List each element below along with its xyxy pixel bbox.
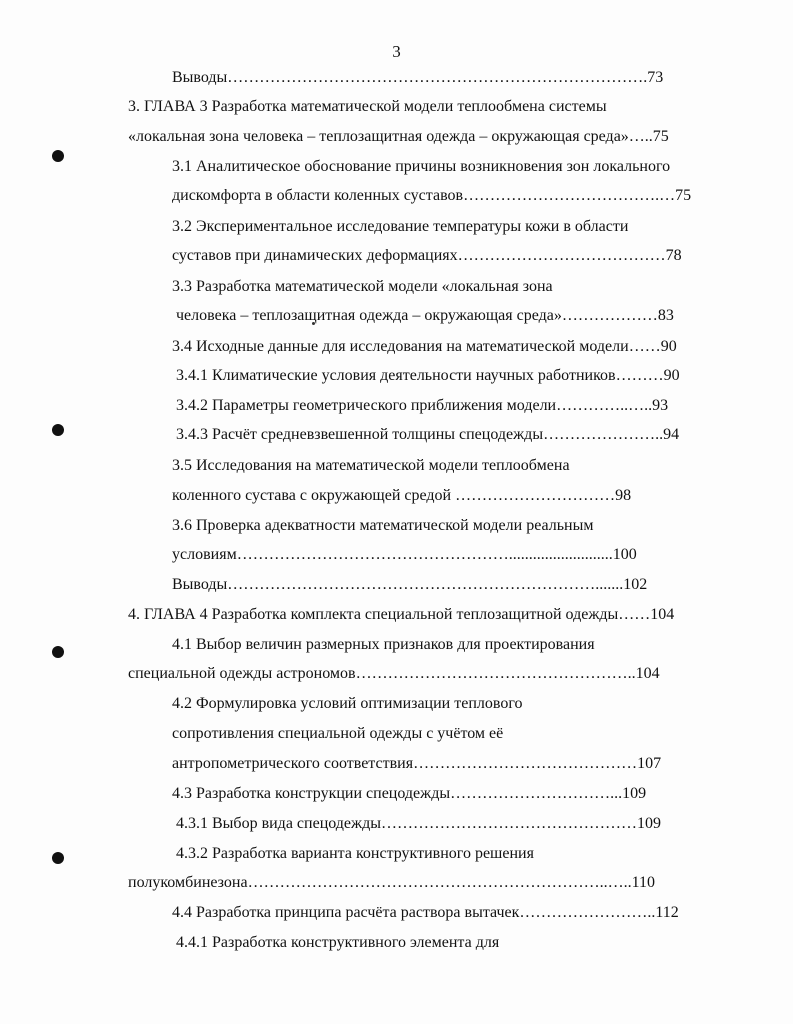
toc-line: антропометрического соответствия……………………………………107 [172, 755, 662, 772]
toc-line: 3.5 Исследования на математической модели теплообмена [172, 457, 570, 474]
toc-line: 3.4.2 Параметры геометрического приближения модели…………..…..93 [176, 397, 669, 414]
toc-line: 3.4 Исходные данные для исследования на математической модели……90 [172, 338, 677, 355]
page-number: 3 [392, 42, 401, 61]
toc-line: коленного сустава с окружающей средой …………………………98 [172, 487, 632, 504]
toc-line: 3.3 Разработка математической модели «локальная зона [172, 278, 553, 295]
toc-line: условиям……………………………………………..........................100 [172, 546, 637, 563]
toc-line: 3.4.3 Расчёт средневзвешенной толщины спецодежды…………………..94 [176, 426, 680, 443]
toc-line: 3.6 Проверка адекватности математической модели реальным [172, 517, 594, 534]
toc-line: полукомбинезона…………………………………………………………..…..110 [128, 874, 655, 891]
toc-line: специальной одежды астрономов……………………………………………..104 [128, 665, 660, 682]
toc-line: 3. ГЛАВА 3 Разработка математической модели теплообмена системы [128, 98, 607, 115]
toc-line: 3.4.1 Климатические условия деятельности научных работников………90 [176, 367, 680, 384]
toc-line: сопротивления специальной одежды с учётом её [172, 725, 504, 742]
binder-hole [52, 646, 64, 658]
toc-line: человека – теплозащитная одежда – окружающая среда»………………83 [176, 307, 674, 324]
toc-line: 4.3 Разработка конструкции спецодежды…………………………...109 [172, 785, 647, 802]
toc-line: Выводы…………………………………………………………………….73 [172, 69, 664, 86]
toc-line: суставов при динамических деформациях…………………………………78 [172, 247, 682, 264]
binder-hole [52, 852, 64, 864]
binder-hole [52, 150, 64, 162]
toc-line: 4.4.1 Разработка конструктивного элемента для [176, 934, 500, 951]
toc-line: «локальная зона человека – теплозащитная одежда – окружающая среда»…..75 [128, 128, 669, 145]
binder-hole [52, 424, 64, 436]
toc-line: 4. ГЛАВА 4 Разработка комплекта специальной теплозащитной одежды……104 [128, 606, 675, 623]
toc-line: Выводы…………………………………………………………….......102 [172, 576, 648, 593]
toc-line: 3.1 Аналитическое обоснование причины возникновения зон локального [172, 158, 671, 175]
toc-line: 4.3.2 Разработка варианта конструктивного решения [176, 845, 534, 862]
toc-line: дискомфорта в области коленных суставов……………………………….…75 [172, 187, 692, 204]
toc-line: 4.2 Формулировка условий оптимизации теплового [172, 695, 523, 712]
toc-line: 4.3.1 Выбор вида спецодежды…………………………………………109 [176, 815, 661, 832]
toc-line: 4.4 Разработка принципа расчёта раствора вытачек……………………..112 [172, 904, 679, 921]
toc-line: 3.2 Экспериментальное исследование температуры кожи в области [172, 218, 629, 235]
toc-line: 4.1 Выбор величин размерных признаков для проектирования [172, 636, 595, 653]
